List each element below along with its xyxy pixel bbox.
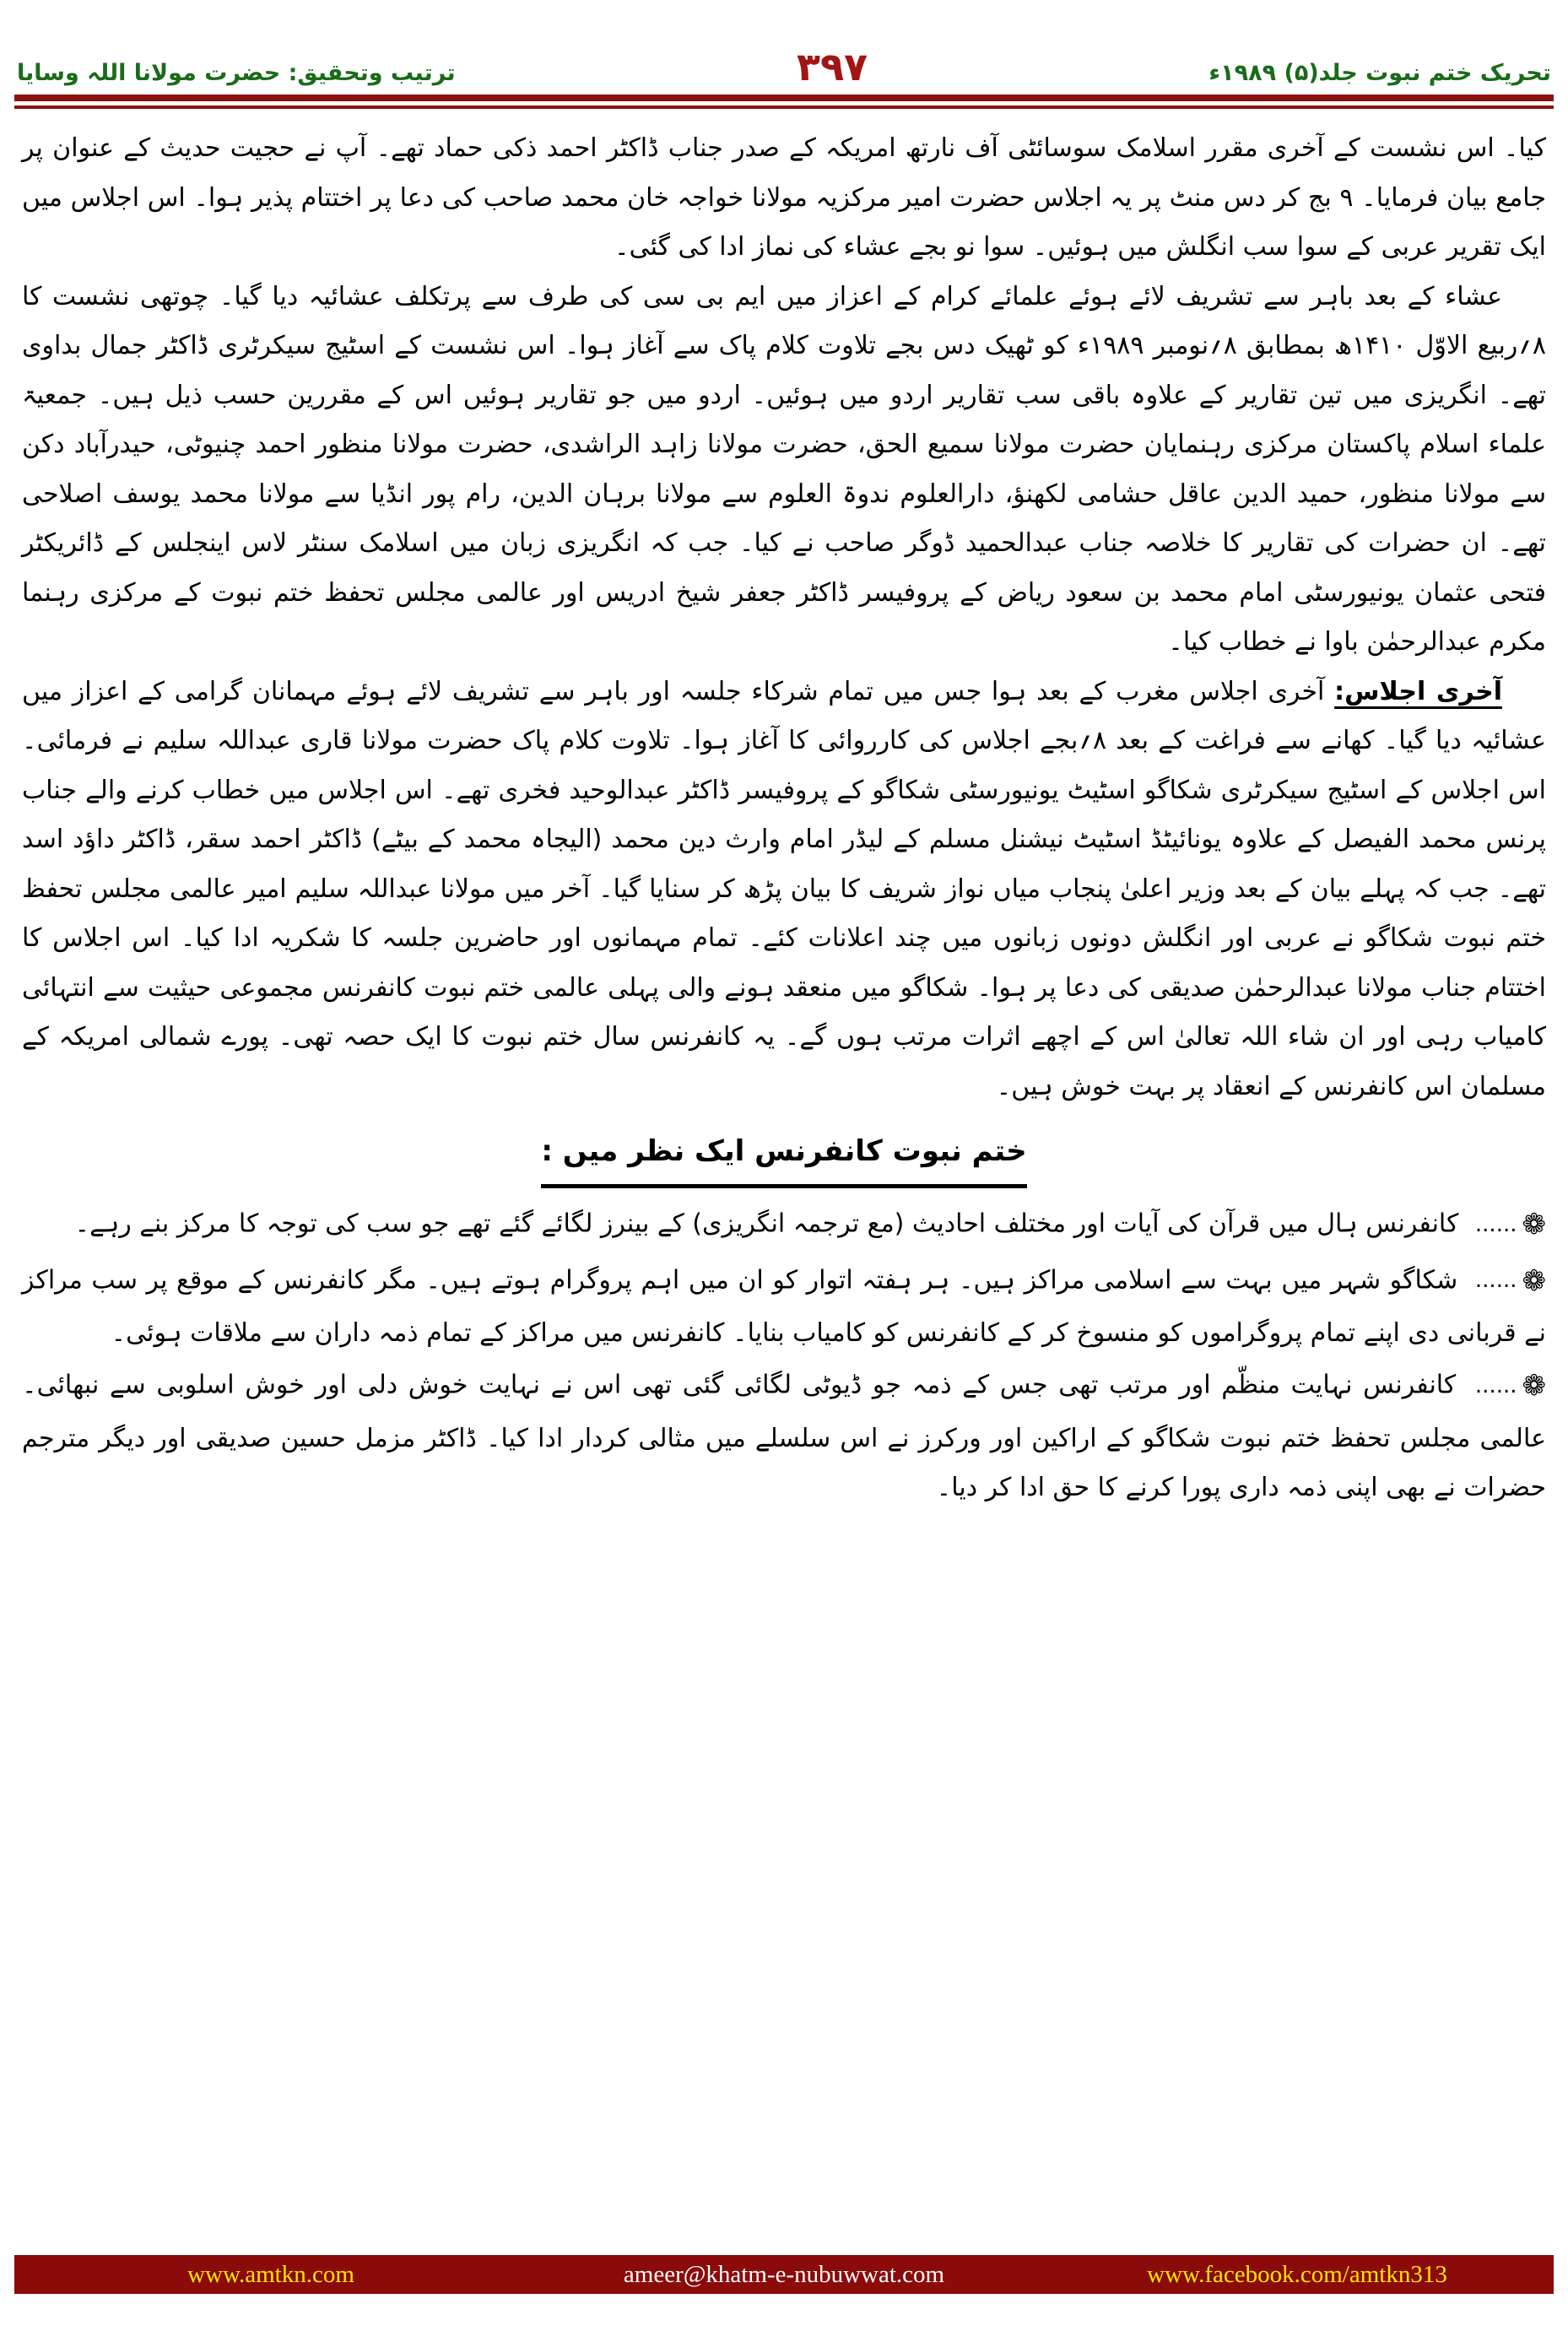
header-rule-thick — [14, 95, 1554, 101]
bullet-text: شکاگو شہر میں بہت سے اسلامی مراکز ہیں۔ ہر ہفتہ اتوار کو ان میں اہم پروگرام ہوتے ہیں۔ مگر کانفرنس کے موقع پر سب مراکز نے قربانی دی اپنے تمام پروگراموں کو منسوخ کر کے کانفرنس کو کامیاب بنایا۔ کانفرنس میں مراکز کے تمام ذمہ داران سے ملاقات ہوئی۔ — [22, 1265, 1546, 1348]
section-heading-wrap — [22, 1123, 1546, 1188]
compiler-title: ترتیب وتحقیق: حضرت مولانا اللہ وسایا — [17, 60, 456, 86]
volume-title: تحریک ختم نبوت جلد(۵) ۱۹۸۹ء — [1208, 60, 1551, 86]
footer-email: ameer@khatm-e-nubuwwat.com — [623, 2260, 945, 2288]
bullet-item — [22, 1253, 1546, 1359]
flower-bullet-icon: ❁ — [1522, 1369, 1547, 1404]
footer-website-url: www.amtkn.com — [187, 2260, 354, 2288]
paragraph-text: آخری اجلاس مغرب کے بعد ہوا جس میں تمام شرکاء جلسہ اور باہر سے تشریف لائے ہوئے مہمانان گرامی کے اعزاز میں عشائیہ دیا گیا۔ کھانے سے فراغت کے بعد ۸؍بجے اجلاس کی کارروائی کا آغاز ہوا۔ تلاوت کلام پاک حضرت مولانا قاری عبداللہ سلیم نے فرمائی۔ اس اجلاس کے اسٹیج سیکرٹری شکاگو اسٹیٹ یونیورسٹی شکاگو کے پروفیسر ڈاکٹر عبدالوحید فخری تھے۔ اس اجلاس میں خطاب کرنے والے جناب پرنس محمد الفیصل کے علاوہ یونائیٹڈ اسٹیٹ نیشنل مسلم کے لیڈر امام وارث دین محمد (الیجاہ محمد کے بیٹے) ڈاکٹر احمد سقر، ڈاکٹر داؤد اسد تھے۔ جب کہ پہلے بیان کے بعد وزیر اعلیٰ پنجاب میاں نواز شریف کا بیان پڑھ کر سنایا گیا۔ آخر میں مولانا عبداللہ سلیم امیر عالمی مجلس تحفظ ختم نبوت شکاگو نے عربی اور انگلش دونوں زبانوں میں چند اعلانات کئے۔ تمام مہمانوں اور حاضرین جلسہ کا شکریہ ادا کیا۔ اس اجلاس کا اختتام جناب مولانا عبدالرحمٰن صدیقی کی دعا پر ہوا۔ شکاگو میں منعقد ہونے والی پہلی عالمی ختم نبوت کانفرنس مجموعی حیثیت سے انتہائی کامیاب رہی اور ان شاء اللہ تعالیٰ اس کے اچھے اثرات مرتب ہوں گے۔ یہ کانفرنس سال ختم نبوت کا ایک حصہ تھی۔ پورے شمالی امریکہ کے مسلمان اس کانفرنس کے انعقاد پر بہت خوش ہیں۔ — [22, 676, 1546, 1101]
page-header — [0, 0, 1568, 91]
bullet-text: کانفرنس ہال میں قرآن کی آیات اور مختلف احادیث (مع ترجمہ انگریزی) کے بینرز لگائے گئے تھے جو سب کی توجہ کا مرکز بنے رہے۔ — [74, 1209, 1459, 1239]
paragraph-lead-heading: آخری اجلاس: — [1334, 676, 1502, 706]
footer-facebook-url: www.facebook.com/amtkn313 — [1147, 2260, 1447, 2288]
bullet-leader-dots: ...... — [1474, 1373, 1517, 1399]
section-heading: ختم نبوت کانفرنس ایک نظر میں : — [541, 1123, 1026, 1188]
flower-bullet-icon: ❁ — [1522, 1263, 1546, 1298]
paragraph-text: کیا۔ اس نشست کے آخری مقرر اسلامک سوسائٹی آف نارتھ امریکہ کے صدر جناب ڈاکٹر احمد ذکی حماد تھے۔ آپ نے حجیت حدیث کے عنوان پر جامع بیان فرمایا۔ ۹ بج کر دس منٹ پر یہ اجلاس حضرت امیر مرکزیہ مولانا خواجہ خان محمد صاحب کی دعا پر اختتام پذیر ہوا۔ اس اجلاس میں ایک تقریر عربی کے سوا سب انگلش میں ہوئیں۔ سوا نو بجے عشاء کی نماز ادا کی گئی۔ — [22, 133, 1546, 262]
bullet-leader-dots: ...... — [1474, 1268, 1517, 1294]
flower-bullet-icon: ❁ — [1522, 1208, 1546, 1242]
footer-bar — [14, 2255, 1554, 2294]
body-paragraph — [22, 668, 1546, 1112]
page-number: ۳۹۷ — [796, 44, 868, 89]
bullet-item — [22, 1197, 1546, 1252]
bullet-text: کانفرنس نہایت منظّم اور مرتب تھی جس کے ذمہ جو ڈیوٹی لگائی گئی تھی اس نے نہایت خوش دلی اور خوش اسلوبی سے نبھائی۔ عالمی مجلس تحفظ ختم نبوت شکاگو کے اراکین اور ورکرز نے اس سلسلے میں مثالی کردار ادا کیا۔ ڈاکٹر مزمل حسین صدیقی اور دیگر مترجم حضرات نے بھی اپنی ذمہ داری پورا کرنے کا حق ادا کر دیا۔ — [22, 1371, 1546, 1503]
body-paragraph — [22, 124, 1546, 273]
body-paragraph — [22, 273, 1546, 668]
body-text — [0, 109, 1568, 1513]
bullet-leader-dots: ...... — [1474, 1212, 1517, 1238]
paragraph-text: عشاء کے بعد باہر سے تشریف لائے ہوئے علمائے کرام کے اعزاز میں ایم بی سی کی طرف سے پرتکلف عشائیہ دیا گیا۔ چوتھی نشست کا ۸؍ربیع الاوّل ۱۴۱۰ھ بمطابق ۸؍نومبر ۱۹۸۹ء کو ٹھیک دس بجے تلاوت کلام پاک سے آغاز ہوا۔ اس نشست کے اسٹیج سیکرٹری ڈاکٹر جمال بداوی تھے۔ انگریزی میں تین تقاریر کے علاوہ باقی سب تقاریر اردو میں ہوئیں۔ اردو میں جو تقاریر ہوئیں اس کے مقررین حسب ذیل ہیں۔ جمعیۃ علماء اسلام پاکستان مرکزی رہنمایان حضرت مولانا سمیع الحق، حضرت مولانا زاہد الراشدی، حضرت مولانا منظور احمد چنیوٹی، حیدرآباد دکن سے مولانا منظور، حمید الدین عاقل حشامی لکھنؤ، دارالعلوم ندوۃ العلوم سے مولانا برہان الدین، رام پور انڈیا سے مولانا محمد یوسف اصلاحی تھے۔ ان حضرات کی تقاریر کا خلاصہ جناب عبدالحمید ڈوگر صاحب نے کیا۔ جب کہ انگریزی زبان میں اسلامک سنٹر لاس اینجلس کے ڈائریکٹر فتحی عثمان یونیورسٹی امام محمد بن سعود ریاض کے پروفیسر ڈاکٹر جعفر شیخ ادریس اور عالمی مجلس تحفظ ختم نبوت کے مرکزی رہنما مکرم عبدالرحمٰن باوا نے خطاب کیا۔ — [22, 281, 1547, 657]
bullet-item — [22, 1358, 1546, 1512]
